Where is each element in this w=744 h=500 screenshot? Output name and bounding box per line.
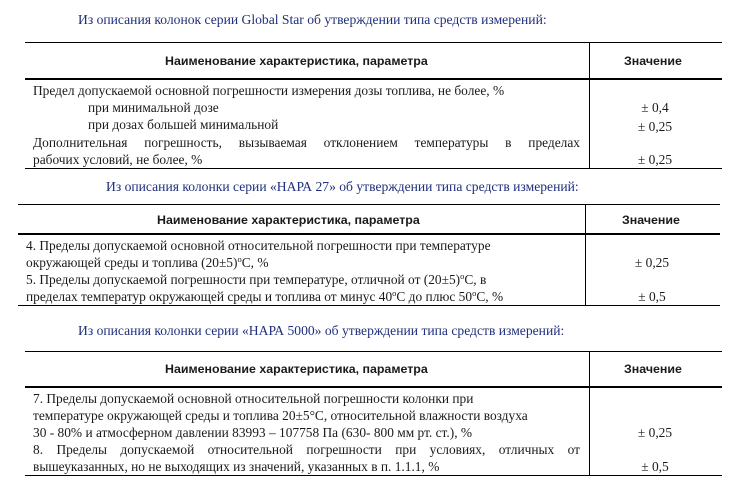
section1-bottom-rule [25, 168, 722, 169]
section2-row2-line1 [26, 271, 486, 288]
section2-row1-line1: 4. Пределы допускаемой основной относительной погрешности при температуре [26, 238, 491, 253]
section2-row1-value: ± 0,25 [634, 255, 670, 270]
section1-caption: Из описания колонок серии Global Star об утверждении типа средств измерений: [78, 12, 547, 27]
section2-row1-line2-text: окружающей среды и топлива (20±5) [26, 255, 238, 270]
degree-sign: о [392, 288, 397, 298]
section3-row2-line2: вышеуказанных, но не выходящих из значений, указанных в п. 1.1.1, % [33, 459, 440, 474]
degree-sign: о [460, 271, 465, 281]
section3-col-divider [589, 351, 590, 475]
section2-row1-line2 [26, 254, 269, 271]
section1-row1-sub1-value: ± 0,4 [641, 100, 669, 115]
section2-row2-line2-mid: С до плюс 50 [396, 289, 473, 304]
section3-row1-value: ± 0,25 [637, 425, 673, 440]
section1-header-name: Наименование характеристика, параметра [165, 54, 428, 68]
section3-row2-line1: 8. Пределы допускаемой относительной погрешности при условиях, отличных от [33, 442, 580, 457]
section2-col-divider [585, 204, 586, 305]
section3-header-rule [25, 386, 722, 388]
section3-row2-value: ± 0,5 [641, 459, 669, 474]
section1-row2-value: ± 0,25 [637, 152, 673, 167]
section2-row2-line2-text: пределах температур окружающей среды и топлива от минус 40 [26, 289, 393, 304]
section3-caption: Из описания колонки серии «НАРА 5000» об утверждении типа средств измерений: [78, 323, 565, 338]
section2-bottom-rule [18, 305, 720, 306]
section3-top-rule [25, 351, 722, 352]
section3-bottom-rule [25, 475, 722, 476]
section1-top-rule [25, 42, 722, 43]
section1-row1-sub2-value: ± 0,25 [637, 119, 673, 134]
section2-top-rule [18, 204, 720, 205]
section2-row2-line1-unit: С, в [464, 272, 487, 287]
section2-caption: Из описания колонки серии «НАРА 27» об утверждении типа средств измерений: [106, 179, 579, 194]
degree-sign: о [472, 288, 477, 298]
degree-sign: о [237, 254, 242, 264]
section2-header-name: Наименование характеристика, параметра [157, 213, 420, 227]
section1-row2-line2: рабочих условий, не более, % [33, 152, 203, 167]
section1-row2-line1: Дополнительная погрешность, вызываемая отклонением температуры в пределах [33, 135, 580, 150]
section2-row2-line2-unit: С, % [476, 289, 504, 304]
section1-row1-line1: Предел допускаемой основной погрешности измерения дозы топлива, не более, % [33, 83, 505, 98]
section2-header-rule [18, 233, 720, 235]
section3-row1-line2: температуре окружающей среды и топлива 20±5°С, относительной влажности воздуха [33, 408, 528, 423]
section1-row1-sub2: при дозах большей минимальной [88, 117, 279, 132]
section2-row2-line1-text: 5. Пределы допускаемой погрешности при температуре, отличной от (20±5) [26, 272, 461, 287]
section1-col-divider [589, 42, 590, 168]
section2-row2-value: ± 0,5 [638, 289, 666, 304]
section2-row1-line2-unit: С, % [241, 255, 269, 270]
section3-row1-line3: 30 - 80% и атмосферном давлении 83993 – 107758 Па (630- 800 мм рт. ст.), % [33, 425, 473, 440]
section1-header-rule [25, 78, 722, 80]
section1-row1-sub1: при минимальной дозе [88, 100, 219, 115]
section3-header-name: Наименование характеристика, параметра [165, 362, 428, 376]
section3-header-value: Значение [624, 362, 682, 376]
section3-row1-line1: 7. Пределы допускаемой основной относительной погрешности колонки при [33, 391, 474, 406]
section1-header-value: Значение [624, 54, 682, 68]
section2-row2-line2 [26, 288, 503, 305]
section2-header-value: Значение [622, 213, 680, 227]
